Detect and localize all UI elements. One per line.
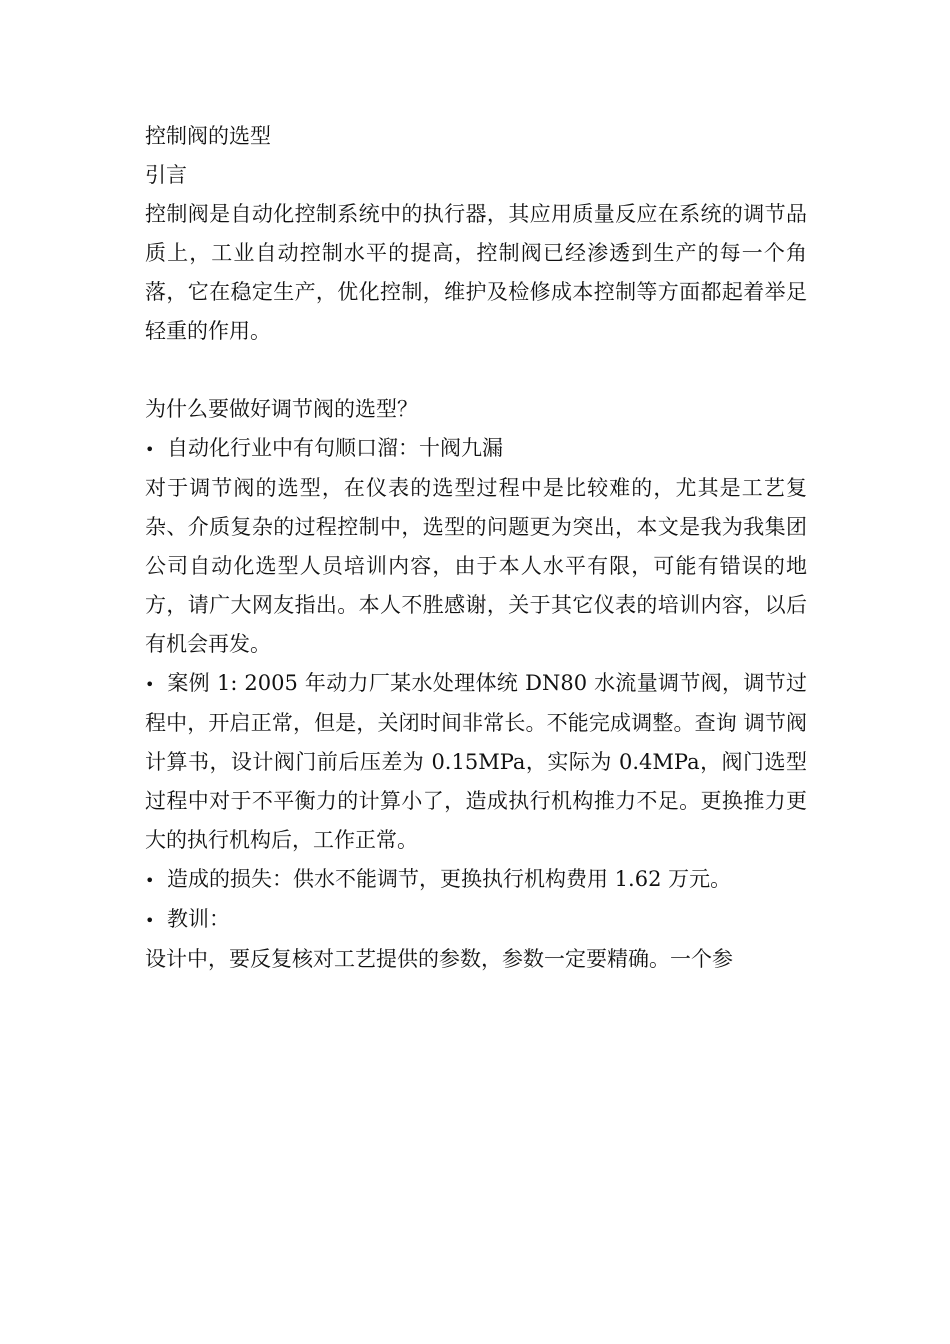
- section-question: 为什么要做好调节阀的选型？: [145, 397, 418, 421]
- bullet-item-case: [145, 664, 807, 860]
- bullet-icon: •: [145, 675, 155, 694]
- bullet-item-loss: [145, 860, 807, 900]
- bullet-item-saying: [145, 429, 807, 469]
- lesson-paragraph: 设计中，要反复核对工艺提供的参数，参数一定要精确。一个参: [145, 947, 733, 971]
- document-title: 控制阀的选型: [145, 124, 271, 148]
- bullet-text: 教训：: [167, 907, 230, 931]
- intro-paragraph: 控制阀是自动化控制系统中的执行器，其应用质量反应在系统的调节品质上，工业自动控制水平的提高，控制阀已经渗透到生产的每一个角落，它在稳定生产，优化控制，维护及检修成本控制等方面都起着举足轻重的作用。: [145, 202, 807, 343]
- bullet-icon: •: [145, 440, 155, 459]
- blank-line: [145, 351, 807, 390]
- bullet-icon: •: [145, 871, 155, 890]
- bullet-text: 自动化行业中有句顺口溜：十阀九漏: [167, 436, 503, 460]
- bullet-item-lesson: [145, 900, 807, 940]
- bullet-text: 造成的损失：供水不能调节，更换执行机构费用 1.62 万元。: [167, 867, 732, 891]
- intro-heading: 引言: [145, 163, 187, 187]
- selection-paragraph: 对于调节阀的选型，在仪表的选型过程中是比较难的，尤其是工艺复杂、介质复杂的过程控制中，选型的问题更为突出，本文是我为我集团公司自动化选型人员培训内容，由于本人水平有限，可能有错误的地方，请广大网友指出。本人不胜感谢，关于其它仪表的培训内容，以后有机会再发。: [145, 476, 807, 656]
- document-body: [145, 117, 807, 979]
- bullet-icon: •: [145, 911, 155, 930]
- bullet-text: 案例 1: 2005 年动力厂某水处理体统 DN80 水流量调节阀，调节过程中，开启正常，但是，关闭时间非常长。不能完成调整。查询 调节阀计算书，设计阀门前后压差为 0.15MPa，实际为 0.4MPa，阀门选型过程中对于不平衡力的计算小了，造成执行机构推力不足。更换推力更大的执行机构后，工作正常。: [145, 671, 807, 852]
